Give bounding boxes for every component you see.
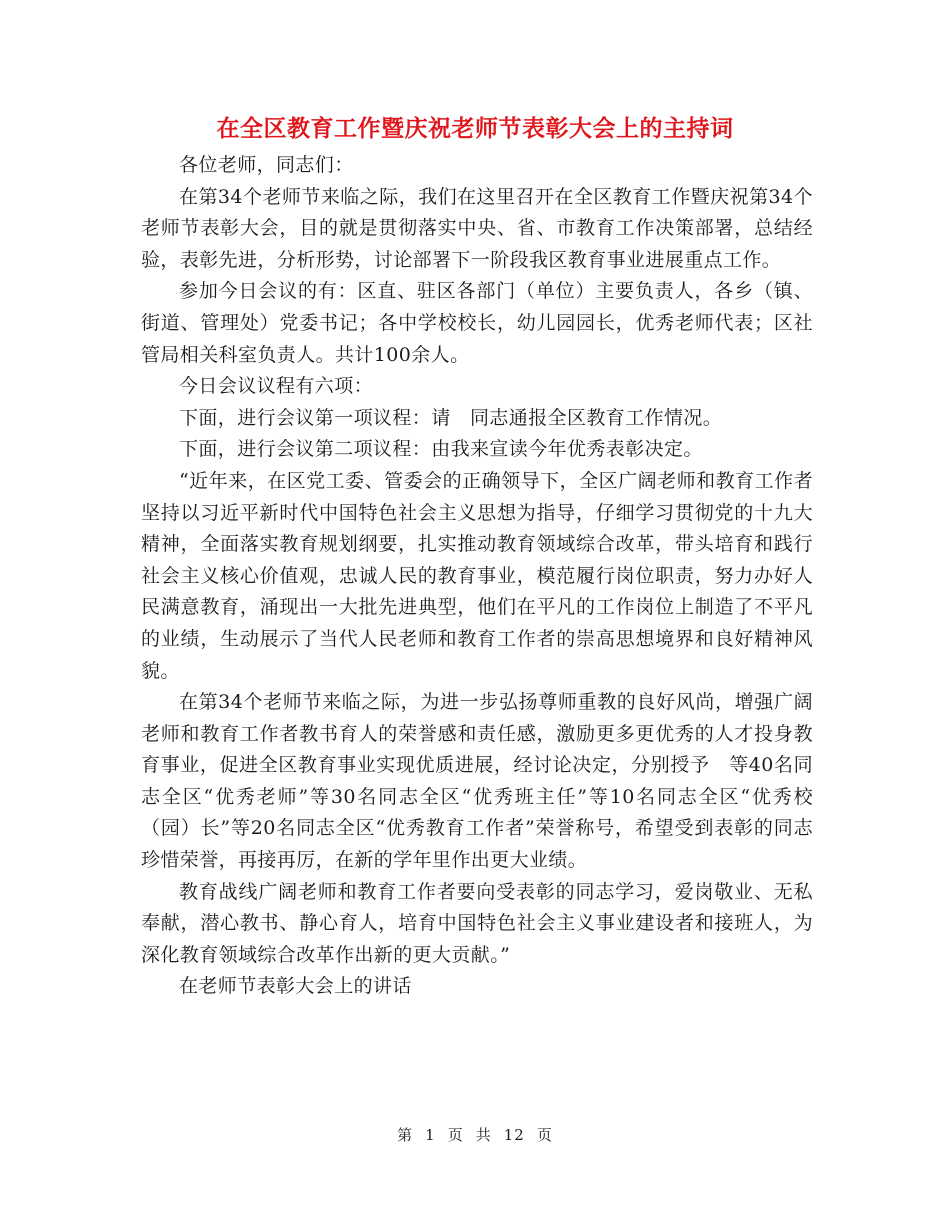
footer-total-pages: 12: [503, 1126, 525, 1144]
footer-page-number: 1: [425, 1126, 436, 1144]
page-footer: [0, 1124, 950, 1145]
footer-total-unit: 页: [536, 1126, 553, 1144]
paragraph-agenda: 今日会议议程有六项：: [179, 375, 374, 398]
paragraph-agenda-item-1: 下面，进行会议第一项议程：请 同志通报全区教育工作情况。: [179, 406, 723, 429]
paragraph-speech-heading: 在老师节表彰大会上的讲话: [179, 975, 412, 998]
footer-page-unit: 页: [447, 1126, 464, 1144]
footer-page-label: 第: [397, 1126, 414, 1144]
paragraph-quote-recent-years: “近年来，在区党工委、管委会的正确领导下，全区广阔老师和教育工作者坚持以习近平新时代中国特色社会主义思想为指导，仔细学习贯彻党的十九大精神，全面落实教育规划纲要，扎实推动教育领域综合改革，带头培育和践行社会主义核心价值观，忠诚人民的教育事业，模范履行岗位职责，努力办好人民满意教育，涌现出一大批先进典型，他们在平凡的工作岗位上制造了不平凡的业绩，生动展示了当代人民老师和教育工作者的崇高思想境界和良好精神风貌。: [141, 469, 813, 682]
paragraph-call-to-action: 教育战线广阔老师和教育工作者要向受表彰的同志学习，爱岗敬业、无私奉献，潜心教书、静心育人，培育中国特色社会主义事业建设者和接班人，为深化教育领域综合改革作出新的更大贡献。”: [141, 880, 813, 966]
document-title: 在全区教育工作暨庆祝老师节表彰大会上的主持词: [216, 115, 734, 142]
document-body: [141, 150, 813, 1003]
paragraph-opening: 在第34个老师节来临之际，我们在这里召开在全区教育工作暨庆祝第34个老师节表彰大会，目的就是贯彻落实中央、省、市教育工作决策部署，总结经验，表彰先进，分析形势，讨论部署下一阶段我区教育事业进展重点工作。: [141, 185, 813, 271]
paragraph-agenda-item-2: 下面，进行会议第二项议程：由我来宣读今年优秀表彰决定。: [179, 438, 703, 461]
footer-total-label: 共: [475, 1126, 492, 1144]
salutation: 各位老师，同志们：: [179, 154, 354, 176]
paragraph-award-decision: 在第34个老师节来临之际，为进一步弘扬尊师重教的良好风尚，增强广阔老师和教育工作者教书育人的荣誉感和责任感，激励更多更优秀的人才投身教育事业，促进全区教育事业实现优质进展，经讨论决定，分别授予 等40名同志全区“优秀老师”等30名同志全区“优秀班主任”等10名同志全区“优秀校（园）长”等20名同志全区“优秀教育工作者”荣誉称号，希望受到表彰的同志珍惜荣誉，再接再厉，在新的学年里作出更大业绩。: [141, 691, 813, 872]
paragraph-attendees: 参加今日会议的有：区直、驻区各部门（单位）主要负责人，各乡（镇、街道、管理处）党委书记；各中学校校长，幼儿园园长，优秀老师代表；区社管局相关科室负责人。共计100余人。: [141, 280, 813, 366]
